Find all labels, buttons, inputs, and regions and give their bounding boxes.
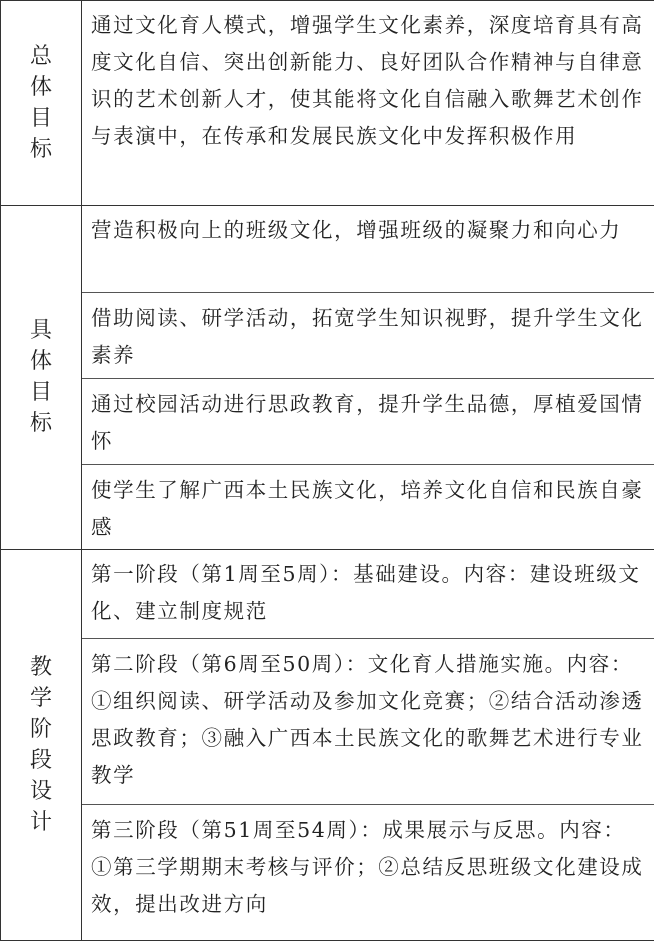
label-char: 目 (29, 380, 52, 405)
section-content (82, 205, 654, 549)
section-specific-goals (0, 205, 654, 549)
table-bottom-border (0, 940, 654, 941)
section-label (30, 652, 52, 838)
table-row: 第二阶段（第6周至50周）：文化育人措施实施。内容：①组织阅读、研学活动及参加文化竞赛；②结合活动渗透思政教育；③融入广西本土民族文化的歌舞艺术进行专业教学 (82, 638, 654, 804)
label-char: 设 (29, 778, 52, 804)
label-char: 学 (29, 685, 52, 711)
table-row: 通过文化育人模式，增强学生文化素养，深度培育具有高度文化自信、突出创新能力、良好团队合作精神与自律意识的艺术创新人才，使其能将文化自信融入歌舞艺术创作与表演中，在传承和发展民族文化中发挥积极作用 (91, 13, 644, 148)
label-char: 体 (29, 74, 52, 100)
table-row: 借助阅读、研学活动，拓宽学生知识视野，提升学生文化素养 (82, 292, 654, 378)
section-label (30, 315, 52, 439)
table-row: 第三阶段（第51周至54周）：成果展示与反思。内容：①第三学期期末考核与评价；②总结反思班级文化建设成效，提出改进方向 (82, 804, 654, 940)
label-char: 标 (29, 136, 52, 162)
section-label-cell (0, 205, 82, 549)
table-row: 营造积极向上的班级文化，增强班级的凝聚力和向心力 (91, 218, 622, 242)
label-char: 体 (29, 349, 52, 374)
label-char: 目 (29, 105, 52, 131)
table-row: 第一阶段（第1周至5周）：基础建设。内容：建设班级文化、建立制度规范 (91, 562, 641, 623)
table-row: 使学生了解广西本土民族文化，培养文化自信和民族自豪感 (82, 464, 654, 549)
section-label-cell (0, 549, 82, 940)
table-row: 通过校园活动进行思政教育，提升学生品德，厚植爱国情怀 (82, 378, 654, 464)
label-char: 段 (29, 747, 52, 773)
section-label (30, 41, 52, 165)
label-char: 标 (29, 411, 52, 436)
section-teaching-stages (0, 549, 654, 940)
label-char: 总 (29, 43, 52, 69)
section-overall-goal (0, 0, 654, 205)
section-label-cell (0, 0, 82, 205)
label-char: 计 (29, 809, 52, 835)
label-char: 教 (29, 654, 52, 680)
section-content (82, 0, 654, 205)
label-char: 阶 (29, 716, 52, 742)
section-content (82, 549, 654, 940)
label-char: 具 (29, 318, 52, 343)
